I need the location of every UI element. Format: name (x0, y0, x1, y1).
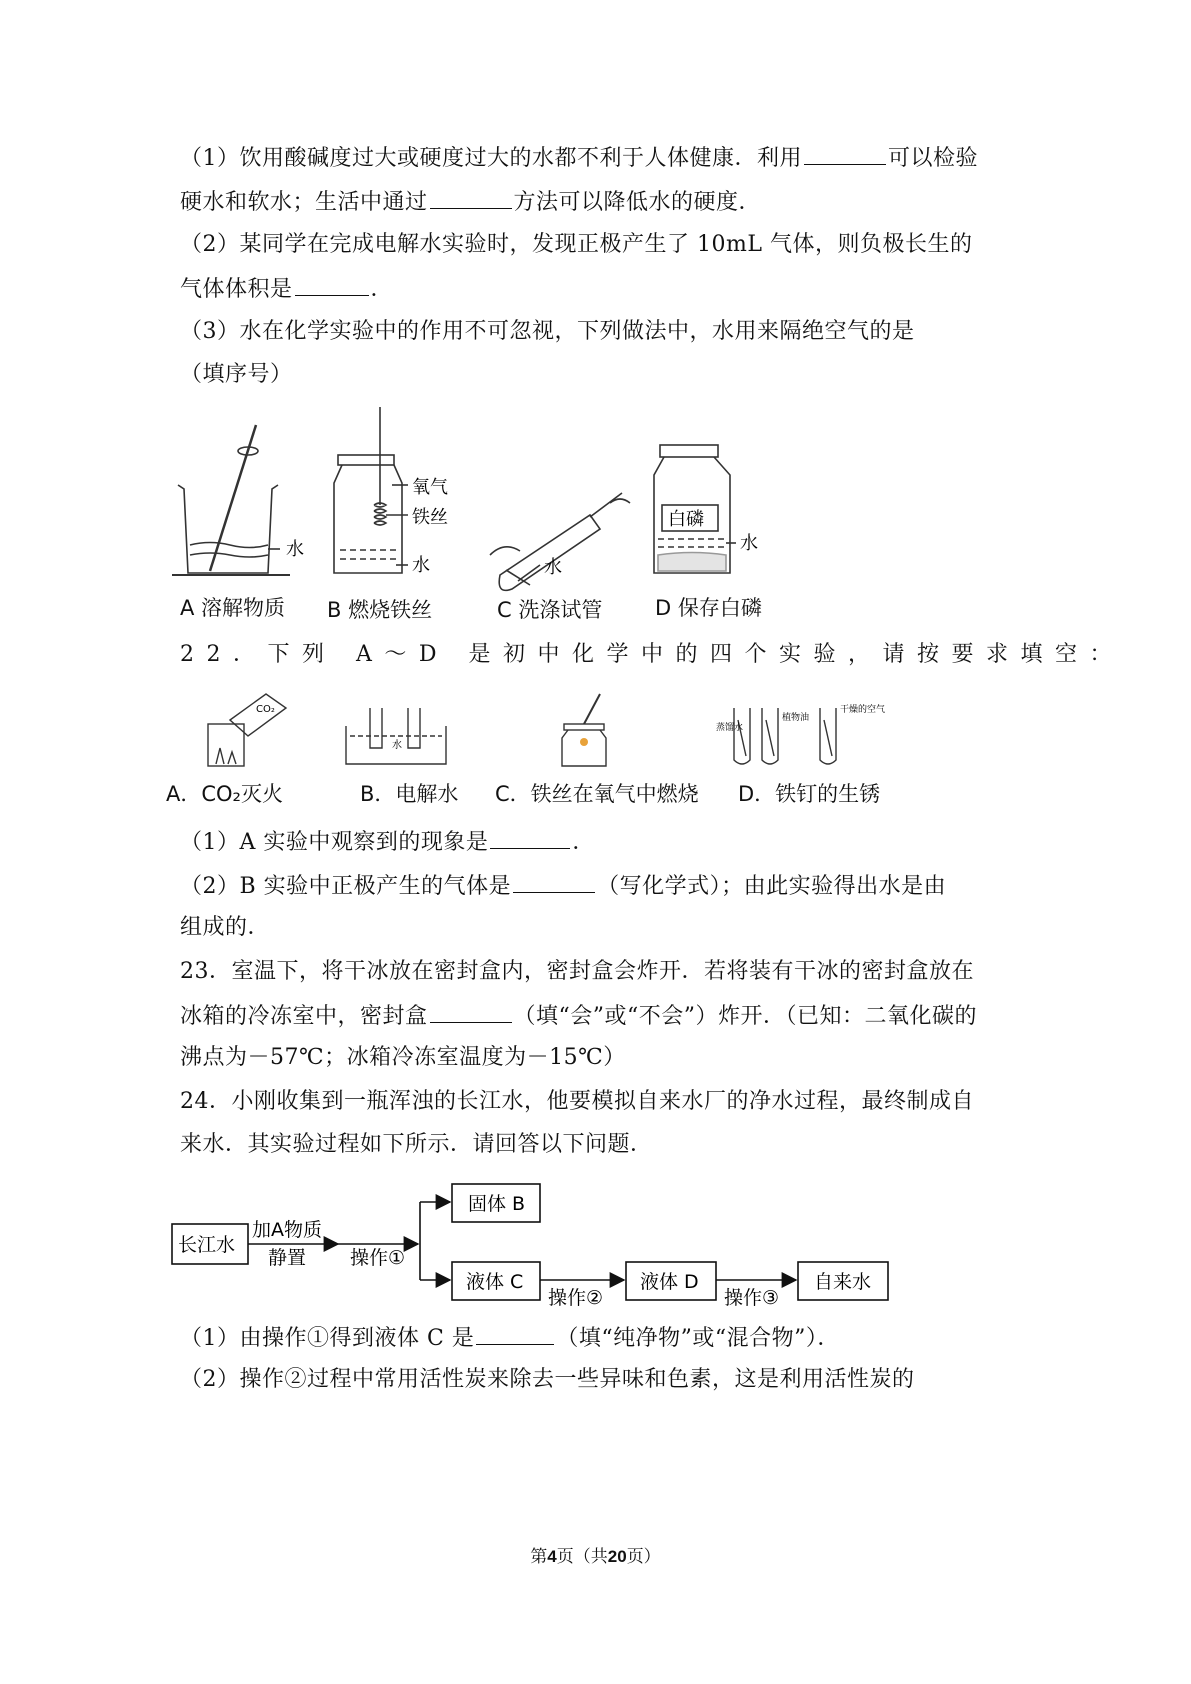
label-distilled-water: 蒸馏水 (716, 723, 744, 733)
q21-text: 可以检验 (888, 146, 979, 171)
q24-part2: （2）操作②过程中常用活性炭来除去一些异味和色素，这是利用活性炭的 (180, 1367, 915, 1392)
q21-text: 方法可以降低水的硬度． (513, 190, 762, 215)
q21-part3-line1: （3）水在化学实验中的作用不可忽视，下列做法中，水用来隔绝空气的是 (180, 319, 915, 344)
q21-part2-line1: （2）某同学在完成电解水实验时，发现正极产生了 10mL 气体，则负极长生的 (180, 232, 973, 257)
q21-part2-line2 (180, 273, 393, 305)
q24-flowchart (168, 1180, 898, 1315)
q21-part3-line2: （填序号） (180, 362, 293, 387)
footer-prefix: 第 (530, 1547, 548, 1567)
q22-text: （写化学式）；由此实验得出水是由 (597, 874, 947, 899)
flow-label-solid-b: 固体 B (468, 1193, 526, 1215)
footer-middle: 页（共 (556, 1547, 608, 1567)
flow-label-liquid-d: 液体 D (640, 1271, 699, 1293)
q21-text: （1）饮用酸碱度过大或硬度过大的水都不利于人体健康．利用 (180, 146, 802, 171)
q23-line2 (180, 1000, 977, 1032)
answer-blank[interactable] (430, 186, 512, 209)
q21-part1-line2 (180, 186, 761, 218)
flow-label-op3: 操作③ (724, 1287, 780, 1309)
q22-caption-B: B．电解水 (360, 782, 459, 806)
q22-part2-line1 (180, 870, 946, 902)
page-total: 20 (607, 1547, 627, 1566)
q22-part2-line2: 组成的． (180, 915, 271, 940)
caption-C: C 洗涤试管 (497, 598, 603, 622)
co2-bottle-label: CO₂ (256, 704, 275, 715)
answer-blank[interactable] (476, 1322, 554, 1345)
q21-apparatus-figure (170, 405, 830, 585)
flow-label-op1: 操作① (350, 1247, 406, 1269)
caption-D: D 保存白磷 (655, 596, 762, 620)
flow-label-add-a: 加A物质 (252, 1219, 322, 1241)
caption-B: B 燃烧铁丝 (327, 598, 433, 622)
q21-part1-line1 (180, 142, 978, 174)
label-dry-air: 干燥的空气 (840, 705, 886, 715)
footer-suffix: 页） (626, 1547, 661, 1567)
flow-label-start: 长江水 (178, 1234, 236, 1256)
q23-line3: 沸点为－57℃；冰箱冷冻室温度为－15℃） (180, 1045, 626, 1070)
label-water-A: 水 (286, 539, 304, 560)
label-wire-B: 铁丝 (412, 507, 448, 528)
page-footer (0, 1542, 1191, 1567)
q22-intro: 22．下列 A～D 是初中化学中的四个实验，请按要求填空： (180, 642, 1125, 667)
label-water-electrolysis: 水 (392, 740, 402, 751)
flow-label-op2: 操作② (548, 1287, 604, 1309)
q22-caption-A: A．CO₂灭火 (166, 782, 283, 806)
q22-part1 (180, 826, 595, 858)
q23-text: （填“会”或“不会”）炸开．（已知：二氧化碳的 (513, 1004, 978, 1029)
q24-text: （填“纯净物”或“混合物”）． (556, 1326, 840, 1351)
flow-label-end: 自来水 (814, 1271, 872, 1293)
answer-blank[interactable] (430, 1000, 512, 1023)
q22-apparatus-figure (170, 690, 886, 770)
answer-blank[interactable] (804, 142, 886, 165)
label-plant-oil: 植物油 (782, 713, 810, 723)
label-water-B: 水 (412, 555, 430, 576)
q22-text: （2）B 实验中正极产生的气体是 (180, 874, 512, 899)
flow-label-liquid-c: 液体 C (466, 1271, 524, 1293)
q21-text: 硬水和软水；生活中通过 (180, 190, 428, 215)
q24-text: （1）由操作①得到液体 C 是 (180, 1326, 475, 1351)
q24-line1: 24．小刚收集到一瓶浑浊的长江水，他要模拟自来水厂的净水过程，最终制成自 (180, 1089, 974, 1114)
q22-caption-D: D．铁钉的生锈 (738, 782, 881, 806)
label-oxygen-B: 氧气 (412, 477, 448, 498)
q21-text: 气体体积是 (180, 277, 293, 302)
label-water-D: 水 (740, 533, 758, 554)
label-water-C: 水 (544, 557, 562, 578)
q24-part1 (180, 1322, 840, 1354)
q22-text: ． (572, 830, 595, 855)
q22-caption-C: C．铁丝在氧气中燃烧 (495, 782, 699, 806)
q24-line2: 来水．其实验过程如下所示．请回答以下问题． (180, 1132, 653, 1157)
answer-blank[interactable] (490, 826, 570, 849)
label-phosphorus-D: 白磷 (668, 509, 704, 530)
q22-text: （1）A 实验中观察到的现象是 (180, 830, 489, 855)
flow-label-settle: 静置 (268, 1247, 307, 1269)
caption-A: A 溶解物质 (180, 596, 286, 620)
q23-text: 冰箱的冷冻室中，密封盒 (180, 1004, 428, 1029)
q23-line1: 23．室温下，将干冰放在密封盒内，密封盒会炸开．若将装有干冰的密封盒放在 (180, 959, 974, 984)
q21-text: ． (370, 277, 394, 302)
answer-blank[interactable] (295, 273, 369, 296)
answer-blank[interactable] (513, 870, 595, 893)
page-number: 4 (547, 1547, 557, 1566)
